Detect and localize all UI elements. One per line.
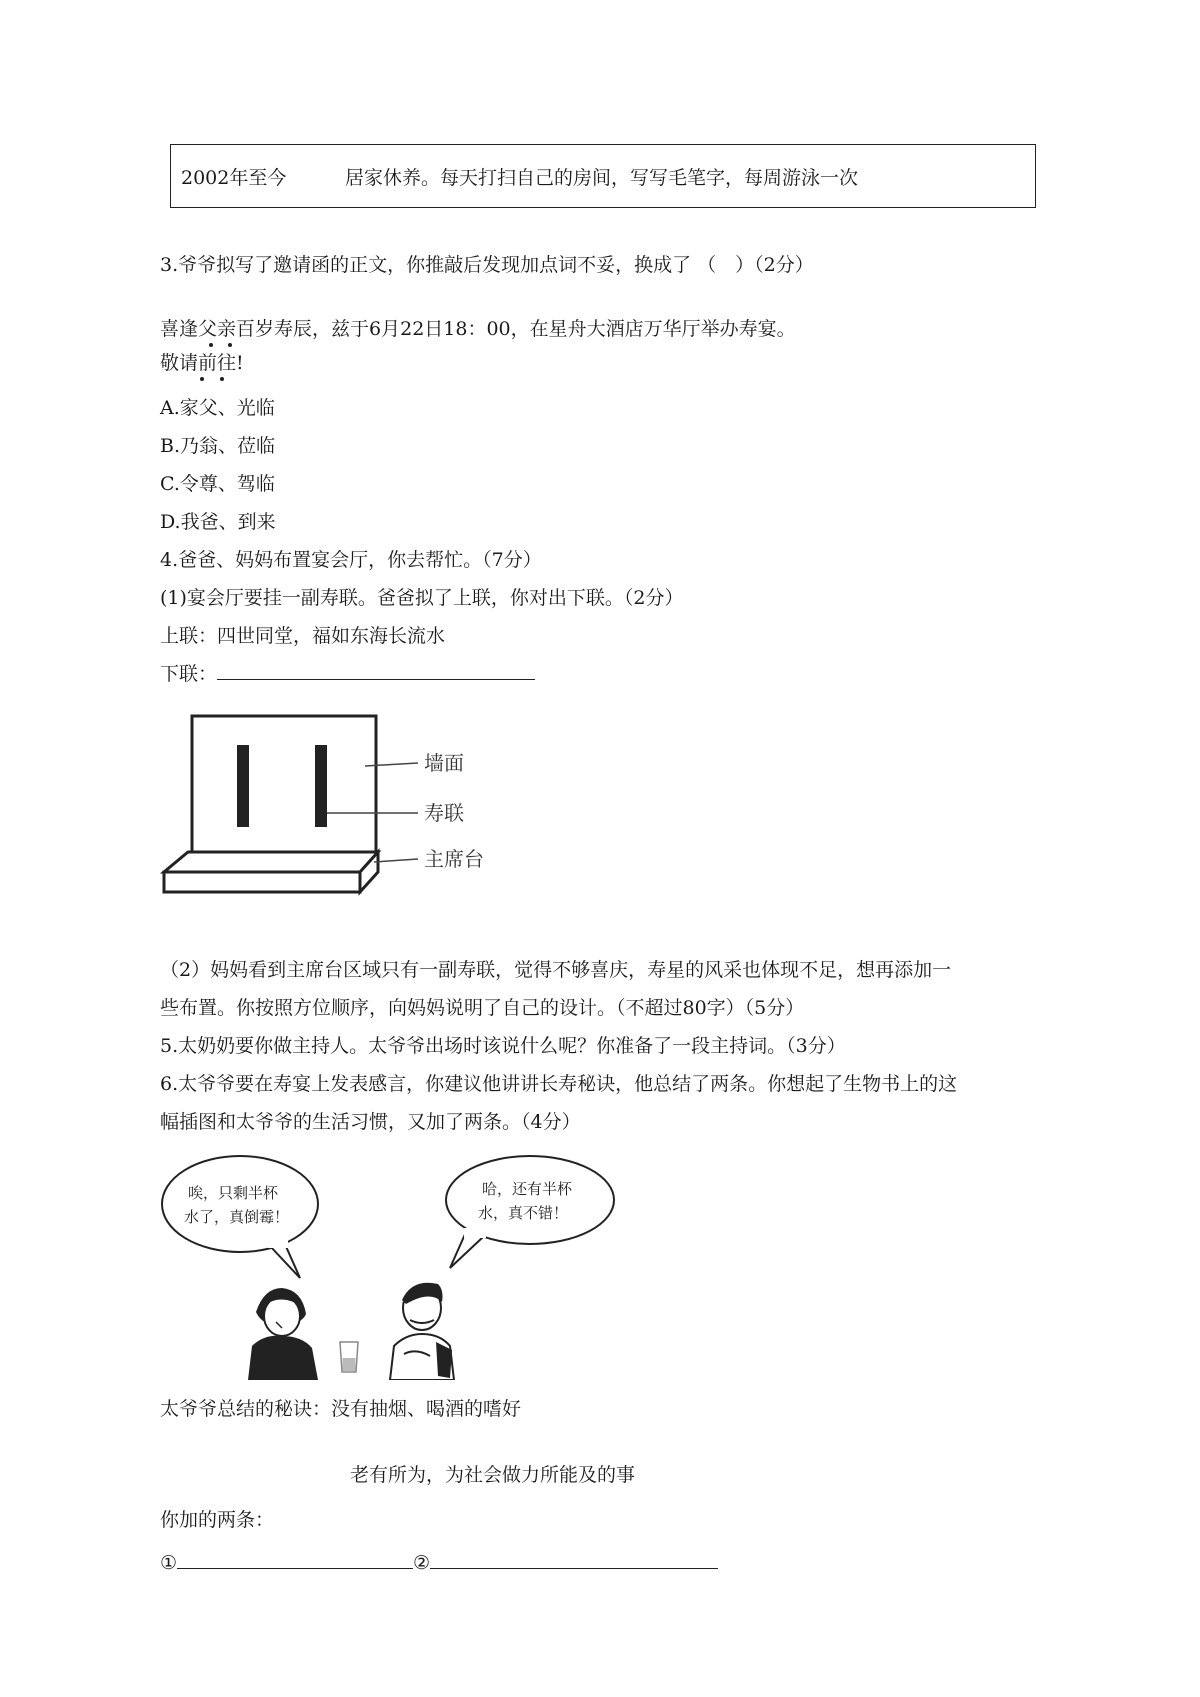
dotted-word-father: 父亲 xyxy=(198,318,237,340)
answer-blank-lower[interactable] xyxy=(217,661,535,680)
platform-front xyxy=(164,872,360,892)
q6-answer-lines: ① ② xyxy=(160,1550,718,1576)
person-right xyxy=(390,1283,454,1380)
platform-top xyxy=(164,852,378,872)
q4-sub1: (1)宴会厅要挂一副寿联。爸爸拟了上联，你对出下联。（2分） xyxy=(160,587,684,609)
answer-blank-2[interactable] xyxy=(430,1550,718,1569)
q6-added-label: 你加的两条： xyxy=(160,1509,275,1531)
emphasis-dot xyxy=(200,377,204,381)
q3-option-c: C.令尊、驾临 xyxy=(160,473,275,495)
couplet-right xyxy=(315,745,327,827)
q6-stem-line2: 幅插图和太爷爷的生活习惯，又加了两条。（4分） xyxy=(160,1111,581,1133)
bubble-left-line1: 唉，只剩半杯 xyxy=(188,1184,279,1202)
q6-secret1: 太爷爷总结的秘诀：没有抽烟、喝酒的嗜好 xyxy=(160,1398,522,1420)
q4-stem: 4.爸爸、妈妈布置宴会厅，你去帮忙。（7分） xyxy=(160,549,542,571)
q3-passage-line1: 喜逢父亲百岁寿辰，兹于6月22日18：00，在星舟大酒店万华厅举办寿宴。 xyxy=(160,318,796,340)
label-couplet: 寿联 xyxy=(424,801,464,825)
q5-stem: 5.太奶奶要你做主持人。太爷爷出场时该说什么呢？你准备了一段主持词。（3分） xyxy=(160,1035,846,1057)
q6-stem-line1: 6.太爷爷要在寿宴上发表感言，你建议他讲讲长寿秘诀，他总结了两条。你想起了生物书上的这 xyxy=(160,1073,958,1095)
couplet-left xyxy=(237,745,249,827)
q3-stem: 3.爷爷拟写了邀请函的正文，你推敲后发现加点词不妥，换成了 （ ）（2分） xyxy=(160,254,814,276)
q4-sub2-line2: 些布置。你按照方位顺序，向妈妈说明了自己的设计。（不超过80字）（5分） xyxy=(160,997,805,1019)
q4-lower-couplet: 下联： xyxy=(160,661,535,687)
table-activity: 居家休养。每天打扫自己的房间，写写毛笔字，每周游泳一次 xyxy=(345,167,859,189)
q4-sub2-line1: （2）妈妈看到主席台区域只有一副寿联，觉得不够喜庆，寿星的风采也体现不足，想再添加一 xyxy=(160,959,952,981)
table-period: 2002年至今 xyxy=(181,167,287,189)
bubble-right-line1: 哈，还有半杯 xyxy=(482,1180,573,1198)
timeline-table-row xyxy=(170,144,1036,208)
half-glass-cartoon xyxy=(160,1150,620,1380)
half-glass-icon xyxy=(340,1342,358,1372)
label-platform: 主席台 xyxy=(424,847,484,871)
emphasis-dot xyxy=(228,343,232,347)
label-wall: 墙面 xyxy=(424,751,464,775)
q3-option-a: A.家父、光临 xyxy=(160,397,275,419)
wall-outline xyxy=(192,716,376,864)
emphasis-dot xyxy=(220,377,224,381)
answer-blank-1[interactable] xyxy=(177,1550,413,1569)
person-left xyxy=(248,1288,318,1380)
q3-option-b: B.乃翁、莅临 xyxy=(160,435,276,457)
emphasis-dot xyxy=(209,343,213,347)
speech-bubble-left xyxy=(162,1156,318,1252)
q3-option-d: D.我爸、到来 xyxy=(160,511,276,533)
q3-passage-line2: 敬请前往! xyxy=(160,352,244,374)
bubble-right-line2: 水，真不错！ xyxy=(478,1204,569,1222)
q6-secret2: 老有所为，为社会做力所能及的事 xyxy=(350,1464,636,1486)
q4-upper-couplet: 上联：四世同堂，福如东海长流水 xyxy=(160,625,446,647)
bubble-left-line2: 水了，真倒霉！ xyxy=(184,1208,290,1226)
leader-line-platform xyxy=(374,859,418,862)
hall-diagram xyxy=(160,712,520,908)
